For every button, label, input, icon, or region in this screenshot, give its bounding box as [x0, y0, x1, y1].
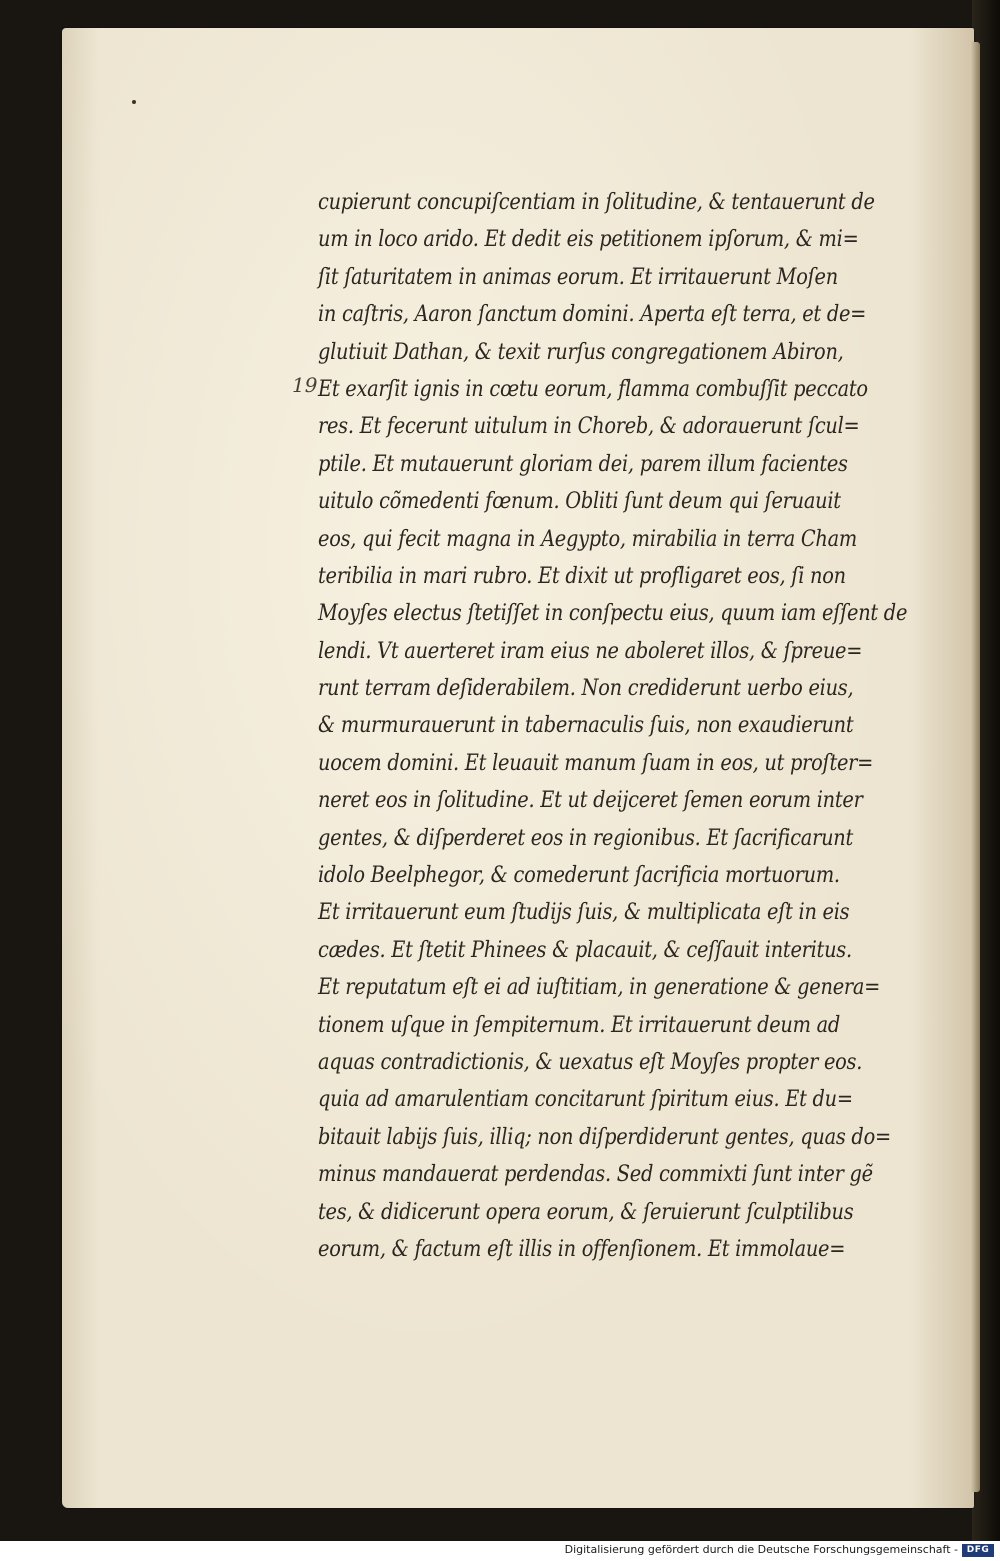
text-line: lendi. Vt auerteret iram eius ne aboleret illos, & ſpreue= — [318, 638, 863, 664]
text-line: tes, & didicerunt opera eorum, & ſeruierunt ſculptilibus — [318, 1199, 854, 1225]
page-text-block — [318, 184, 966, 1268]
dfg-logo: DFG — [962, 1544, 994, 1557]
text-line: cædes. Et ſtetit Phinees & placauit, & ceſſauit interitus. — [318, 937, 852, 963]
text-line: uitulo cõmedenti fœnum. Obliti ſunt deum qui ſeruauit — [318, 489, 841, 515]
text-line: cupierunt concupiſcentiam in ſolitudine, & tentauerunt de — [318, 190, 875, 215]
text-line: gentes, & diſperderet eos in regionibus. Et ſacrificarunt — [318, 825, 854, 851]
text-line: teribilia in mari rubro. Et dixit ut profligaret eos, ſi non — [318, 563, 846, 589]
text-line: eorum, & factum eſt illis in offenſionem. Et immolaue= — [318, 1236, 846, 1262]
text-line: ſit ſaturitatem in animas eorum. Et irritauerunt Moſen — [318, 264, 838, 290]
text-line: idolo Beelphegor, & comederunt ſacrificia mortuorum. — [318, 863, 840, 889]
text-line: uocem domini. Et leuauit manum ſuam in eos, ut proſter= — [318, 750, 874, 776]
page-edge — [970, 42, 980, 1492]
text-line: in caſtris, Aaron ſanctum domini. Aperta eſt terra, et de= — [318, 302, 867, 328]
text-line: eos, qui fecit magna in Aegypto, mirabilia in terra Cham — [318, 526, 857, 552]
digitization-credit: Digitalisierung gefördert durch die Deutsche Forschungsgemeinschaft - — [564, 1543, 958, 1556]
text-line: quia ad amarulentiam concitarunt ſpiritum eius. Et du= — [318, 1087, 853, 1113]
text-line: minus mandauerat perdendas. Sed commixti ſunt inter gẽ — [318, 1162, 873, 1188]
text-line: glutiuit Dathan, & texit rurſus congregationem Abiron, — [318, 339, 844, 365]
text-line: ptile. Et mutauerunt gloriam dei, parem illum facientes — [318, 451, 848, 477]
text-line: um in loco arido. Et dedit eis petitionem ipſorum, & mi= — [318, 227, 859, 253]
text-line: Et exarſit ignis in cœtu eorum, flamma combuſſit peccato — [318, 376, 868, 402]
text-line: & murmurauerunt in tabernaculis ſuis, non exaudierunt — [318, 713, 854, 739]
text-line: tionem uſque in ſempiternum. Et irritauerunt deum ad — [318, 1012, 841, 1038]
text-line: res. Et fecerunt uitulum in Choreb, & adorauerunt ſcul= — [318, 414, 860, 440]
text-line: Et irritauerunt eum ſtudijs ſuis, & multiplicata eſt in eis — [318, 900, 850, 926]
ink-speck — [132, 100, 136, 104]
text-line: Et reputatum eſt ei ad iuſtitiam, in generatione & genera= — [318, 975, 881, 1001]
text-line: runt terram deſiderabilem. Non crediderunt uerbo eius, — [318, 676, 854, 702]
text-line: bitauit labijs ſuis, illiq; non diſperdiderunt gentes, quas do= — [318, 1124, 891, 1150]
margin-verse-number: 19 — [292, 373, 318, 397]
text-line: aquas contradictionis, & uexatus eſt Moyſes propter eos. — [318, 1049, 863, 1075]
text-line: neret eos in ſolitudine. Et ut deijceret ſemen eorum inter — [318, 788, 863, 814]
text-line: Moyſes electus ſtetiſſet in conſpectu eius, quum iam eſſent de — [318, 601, 908, 627]
